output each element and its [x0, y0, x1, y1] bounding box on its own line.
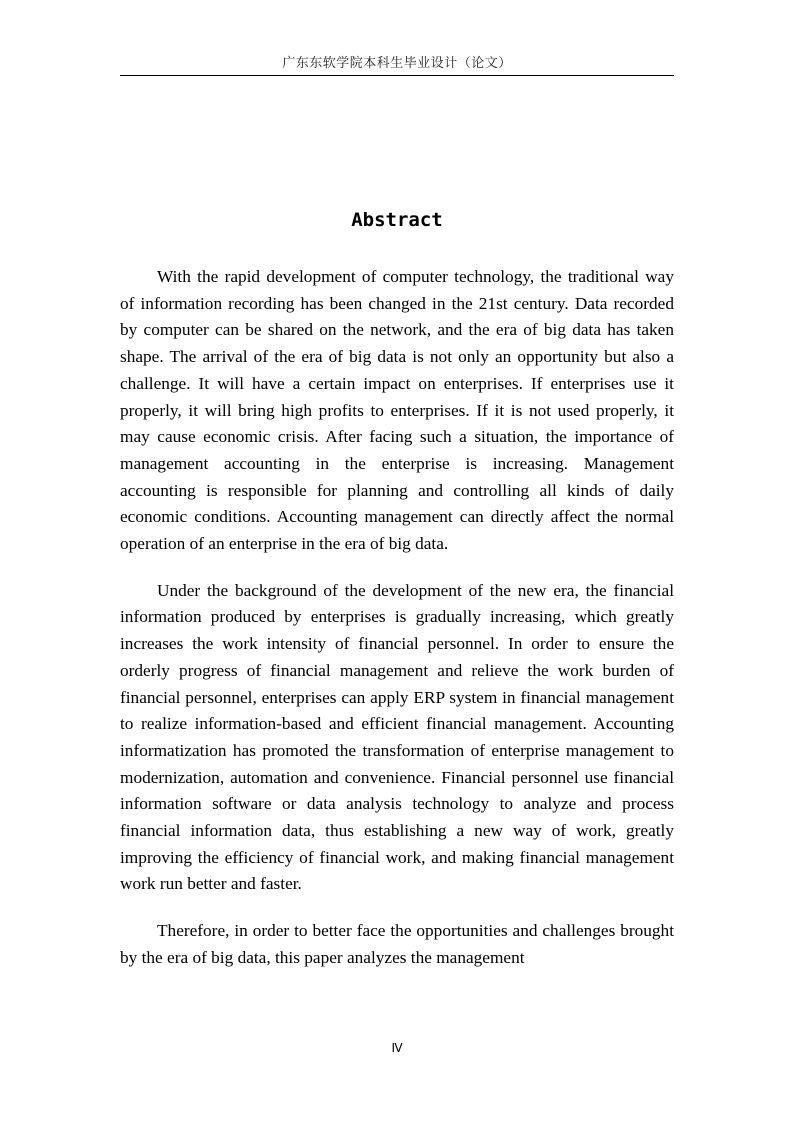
header-rule — [120, 75, 674, 76]
abstract-paragraph-1: With the rapid development of computer technology, the traditional way of information recording has been changed in the 21st century. Data recorded by computer can be shared on the network, and the era of big data has taken shape. The arrival of the era of big data is not only an opportunity but also a challenge. It will have a certain impact on enterprises. If enterprises use it properly, it will bring high profits to enterprises. If it is not used properly, it may cause economic crisis. After facing such a situation, the importance of management accounting in the enterprise is increasing. Management accounting is responsible for planning and controlling all kinds of daily economic conditions. Accounting management can directly affect the normal operation of an enterprise in the era of big data. — [120, 267, 674, 554]
abstract-paragraph-2: Under the background of the development of the new era, the financial information produced by enterprises is gradually increasing, which greatly increases the work intensity of financial personnel. In order to ensure the orderly progress of financial management and relieve the work burden of financial personnel, enterprises can apply ERP system in financial management to realize information-based and efficient financial management. Accounting informatization has promoted the transformation of enterprise management to modernization, automation and convenience. Financial personnel use financial information software or data analysis technology to analyze and process financial information data, thus establishing a new way of work, greatly improving the efficiency of financial work, and making financial management work run better and faster. — [120, 580, 674, 894]
abstract-paragraph-3: Therefore, in order to better face the opportunities and challenges brought by the era of big data, this paper analyzes the management — [120, 921, 674, 967]
running-header: 广东东软学院本科生毕业设计（论文） — [282, 56, 512, 71]
abstract-body — [120, 264, 674, 992]
page-number: Ⅳ — [391, 1041, 403, 1055]
abstract-title: Abstract — [351, 209, 443, 231]
